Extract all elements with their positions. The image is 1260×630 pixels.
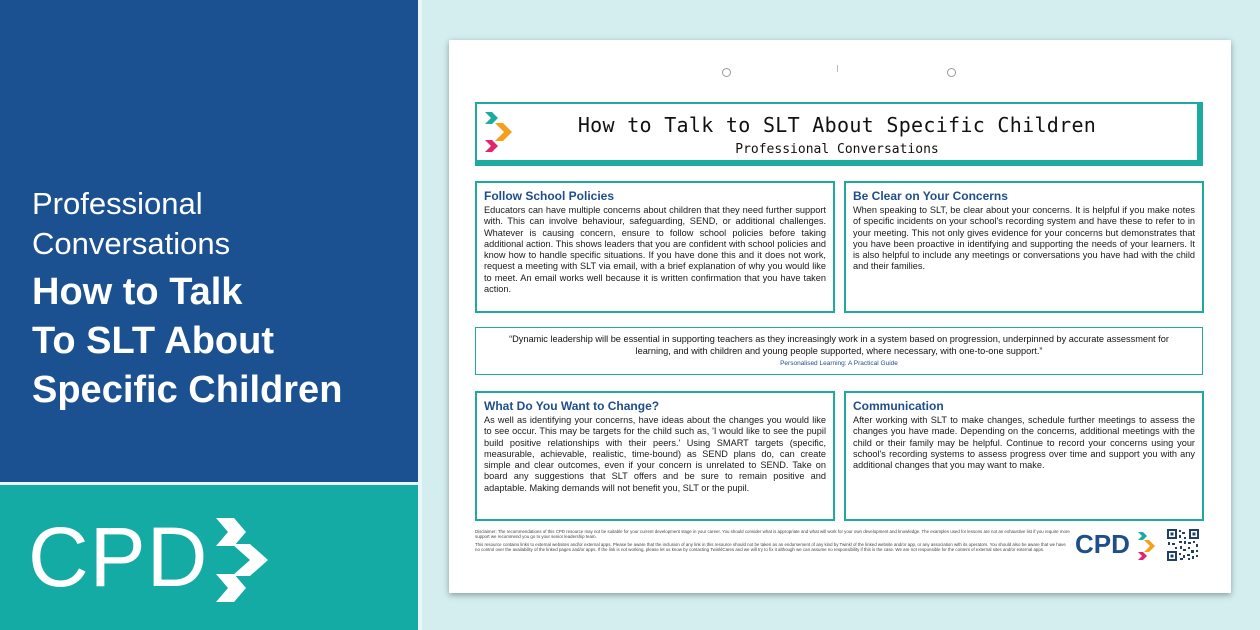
quote-citation: Personalised Learning: A Practical Guide (780, 360, 898, 367)
hero-title-line: How to Talk (32, 271, 243, 313)
qr-code-icon (1166, 528, 1200, 562)
chevron-arrows-icon (212, 516, 272, 602)
hero-title-line: To SLT About (32, 320, 274, 362)
section-body: When speaking to SLT, be clear about your concerns. It is helpful if you make notes of specific incidents on your school's recording system and have these to refer to in your meeting. This not only gives evidence for your concerns but demonstrates that you have been proactive in identifying and supporting the needs of your learners. It is also helpful to include any meetings or conversations you have had with the child and their families. (853, 205, 1195, 272)
document-title: How to Talk to SLT About Specific Children (577, 113, 1097, 137)
disclaimer-text: This resource contains links to external websites and/or external apps. Please be aware that the inclusion of any link in this resource should not be taken as an endorsement of any kind by Twinkl of the linked website and/or app, or any association with its operators. You should also be aware that we have no control over the availability of the linked pages and/or apps. If the link is not working, please let us know by contacting TwinklCares and we will try to fix it although we can assume no responsibility if this is the case. We are not responsible for the content of external sites and/or external apps. (475, 541, 1066, 553)
document-title-box (475, 102, 1203, 166)
document-subtitle: Professional Conversations (735, 142, 939, 157)
disclaimer-text: Disclaimer: The recommendations of this CPD resource may not be suitable for your current development stage in your career. You should consider what is appropriate and what will work for your own development and knowledge. The examples used for lessons are not an exhaustive list if you require more support we recommend you go to your senior leadership team. (475, 529, 1070, 540)
chevron-arrows-icon (1137, 531, 1157, 561)
quote-box (475, 327, 1203, 375)
section-card (475, 181, 835, 313)
binder-hole-icon (947, 68, 956, 77)
section-heading: Be Clear on Your Concerns (853, 189, 1008, 203)
section-body: After working with SLT to make changes, schedule further meetings to assess the changes you have made. Depending on the concerns, additional meetings with the child or their family may be helpful. Continue to record your concerns using your school's recording systems to assess progress over time and support you with any additional changes that you may want to make. (853, 415, 1195, 471)
binder-hole-icon (722, 68, 731, 77)
disclaimer (475, 529, 1070, 555)
section-card (844, 181, 1204, 313)
hero-subtitle (32, 184, 402, 264)
hero-title (32, 268, 412, 415)
fold-mark (837, 65, 838, 72)
section-heading: Communication (853, 399, 944, 413)
hero-subtitle-line: Professional (32, 186, 203, 221)
section-body: As well as identifying your concerns, have ideas about the changes you would like to see occur. This may be targets for the child such as, 'I would like to see the pupil build positive relationships with their peers.' Using SMART targets (specific, measurable, achievable, realistic, time-bound) as SEND plans do, can create simple and clear outcomes, even if your concern is unrelated to SEND. Take on board any suggestions that SLT offers and be sure to remain positive and adaptable. Making demands will not benefit you, SLT or the pupil. (484, 415, 826, 493)
cpd-logo-text: CPD (28, 510, 209, 604)
section-card (844, 391, 1204, 521)
section-body: Educators can have multiple concerns about children that they need further support with. This can involve behaviour, safeguarding, SEND, or additional challenges. Whatever is causing concern, ensure to follow school policies before taking additional action. This shows leaders that you are confident with school policies and know how to handle specific situations. If you have done this and it does not work, request a meeting with SLT via email, with a brief explanation of why you would like to meet. An email works well because it is written confirmation that you have taken action. (484, 205, 826, 295)
document-preview (449, 40, 1231, 593)
section-heading: Follow School Policies (484, 189, 615, 203)
section-card (475, 391, 835, 521)
hero-title-line: Specific Children (32, 369, 343, 411)
hero-subtitle-line: Conversations (32, 226, 231, 261)
footer-cpd-logo: CPD (1075, 529, 1130, 559)
section-heading: What Do You Want to Change? (484, 399, 660, 413)
quote-text: “Dynamic leadership will be essential in supporting teachers as they increasingly work in a system based on progression, underpinned by accurate assessment for learning, and with children and young people supported, where necessary, with one-to-one support.” (509, 334, 1169, 356)
